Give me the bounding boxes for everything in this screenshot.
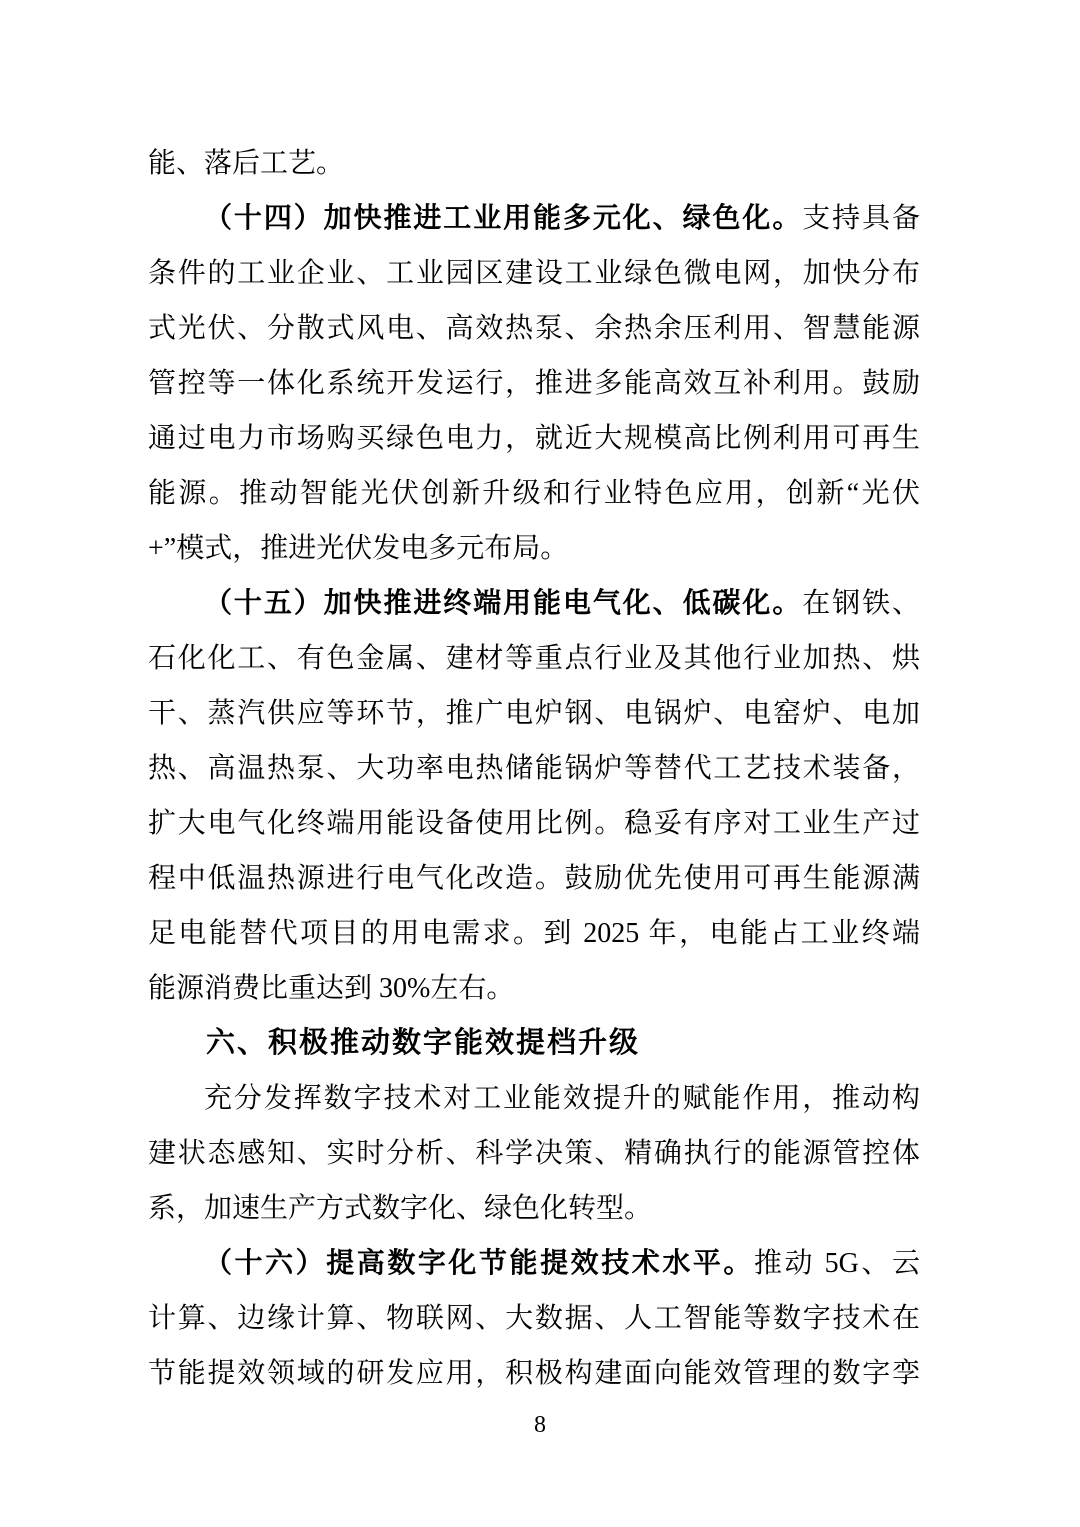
section-heading (148, 1016, 920, 1071)
text-line (148, 136, 920, 191)
text-run: 热、高温热泵、大功率电热储能锅炉等替代工艺技术装备， (148, 753, 920, 784)
text-run: 能、落后工艺。 (148, 148, 345, 179)
page-number: 8 (534, 1412, 546, 1438)
bold-text-run: （十四）加快推进工业用能多元化、绿色化。 (204, 203, 803, 234)
text-run: 通过电力市场购买绿色电力，就近大规模高比例利用可再生 (148, 423, 920, 454)
text-run: 系，加速生产方式数字化、绿色化转型。 (148, 1193, 653, 1224)
text-line (148, 851, 920, 906)
text-run: 能源消费比重达到 30%左右。 (148, 973, 515, 1004)
text-run: 管控等一体化系统开发运行，推进多能高效互补利用。鼓励 (148, 368, 920, 399)
text-line (148, 906, 920, 961)
text-run: 能源。推动智能光伏创新升级和行业特色应用，创新“光伏 (148, 478, 920, 509)
text-line (148, 796, 920, 851)
text-run: 程中低温热源进行电气化改造。鼓励优先使用可再生能源满 (148, 863, 920, 894)
text-line (148, 1071, 920, 1126)
text-run: 式光伏、分散式风电、高效热泵、余热余压利用、智慧能源 (148, 313, 920, 344)
text-line (148, 356, 920, 411)
text-line (148, 1181, 920, 1236)
text-line (148, 411, 920, 466)
text-line (148, 521, 920, 576)
bold-text-run: 六、积极推动数字能效提档升级 (206, 1027, 641, 1059)
text-line (148, 1346, 920, 1401)
text-run: 干、蒸汽供应等环节，推广电炉钢、电锅炉、电窑炉、电加 (148, 698, 920, 729)
text-line (148, 301, 920, 356)
text-run: 足电能替代项目的用电需求。到 2025 年，电能占工业终端 (148, 918, 920, 949)
text-line (148, 686, 920, 741)
text-run: 在钢铁、 (802, 588, 920, 619)
text-run: 扩大电气化终端用能设备使用比例。稳妥有序对工业生产过 (148, 808, 920, 839)
text-run: 石化化工、有色金属、建材等重点行业及其他行业加热、烘 (148, 643, 920, 674)
text-line (148, 576, 920, 631)
text-run: 建状态感知、实时分析、科学决策、精确执行的能源管控体 (148, 1138, 920, 1169)
document-body (148, 136, 920, 1401)
text-line (148, 631, 920, 686)
text-line (148, 1291, 920, 1346)
text-run: +”模式，推进光伏发电多元布局。 (148, 533, 569, 564)
bold-text-run: （十五）加快推进终端用能电气化、低碳化。 (204, 588, 803, 619)
bold-text-run: （十六）提高数字化节能提效技术水平。 (204, 1248, 754, 1279)
text-line (148, 191, 920, 246)
text-line (148, 961, 920, 1016)
text-run: 充分发挥数字技术对工业能效提升的赋能作用，推动构 (204, 1083, 920, 1114)
text-run: 计算、边缘计算、物联网、大数据、人工智能等数字技术在 (148, 1303, 920, 1334)
text-line (148, 246, 920, 301)
text-run: 支持具备 (802, 203, 920, 234)
page-footer (0, 1403, 1080, 1447)
text-line (148, 1236, 920, 1291)
text-run: 条件的工业企业、工业园区建设工业绿色微电网，加快分布 (148, 258, 920, 289)
text-line (148, 741, 920, 796)
text-run: 节能提效领域的研发应用，积极构建面向能效管理的数字孪 (148, 1358, 920, 1389)
text-line (148, 1126, 920, 1181)
text-run: 推动 5G、云 (753, 1248, 920, 1279)
text-line (148, 466, 920, 521)
